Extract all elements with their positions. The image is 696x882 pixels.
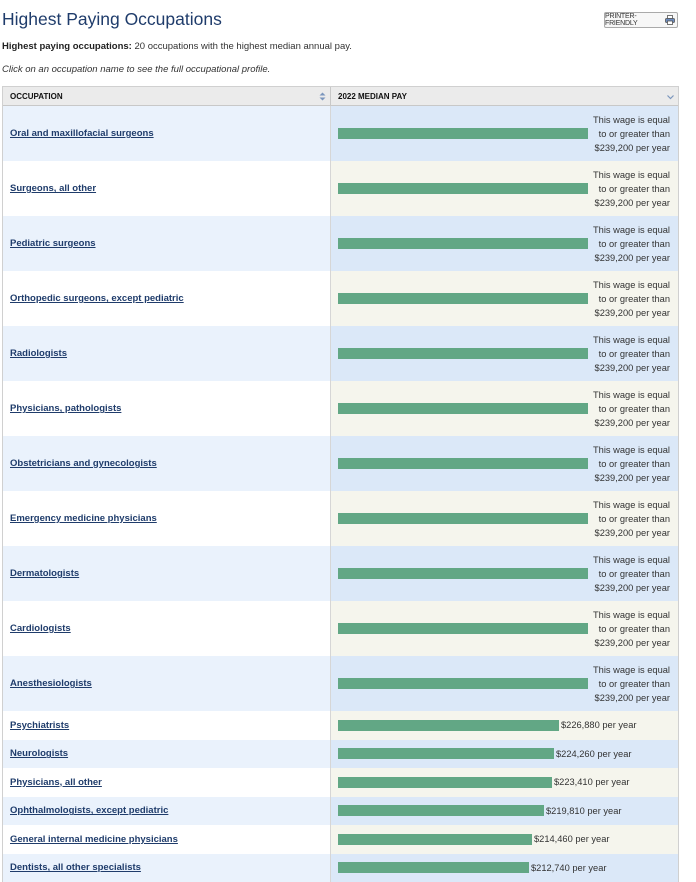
occupation-cell: [3, 491, 331, 546]
wage-bar: [338, 238, 588, 249]
table-body: [3, 106, 678, 882]
wage-bar: [338, 403, 588, 414]
instruction-text: Click on an occupation name to see the full occupational profile.: [2, 64, 270, 75]
median-pay-cell: [331, 381, 678, 436]
wage-value: $212,740 per year: [531, 863, 606, 873]
table-row: [3, 381, 678, 436]
occupation-link[interactable]: Physicians, all other: [10, 777, 102, 788]
wage-note-line: $239,200 per year: [590, 526, 670, 540]
table-row: [3, 491, 678, 546]
occupation-link[interactable]: Ophthalmologists, except pediatric: [10, 805, 168, 816]
occupation-link[interactable]: Neurologists: [10, 748, 68, 759]
table-row: [3, 711, 678, 740]
median-pay-cell: [331, 271, 678, 326]
occupation-link[interactable]: Dermatologists: [10, 568, 79, 579]
occupation-cell: [3, 216, 331, 271]
wage-bar: [338, 458, 588, 469]
wage-note: [590, 388, 670, 430]
wage-note: [590, 663, 670, 705]
wage-note-line: to or greater than: [590, 182, 670, 196]
wage-note-line: to or greater than: [590, 127, 670, 141]
occupation-cell: [3, 656, 331, 711]
wage-note-line: $239,200 per year: [590, 251, 670, 265]
median-pay-cell: [331, 740, 678, 769]
occupation-link[interactable]: Radiologists: [10, 348, 67, 359]
wage-bar: [338, 720, 559, 731]
wage-note-line: to or greater than: [590, 677, 670, 691]
table-row: [3, 161, 678, 216]
wage-note-line: $239,200 per year: [590, 471, 670, 485]
occupation-link[interactable]: Orthopedic surgeons, except pediatric: [10, 293, 184, 304]
occupation-link[interactable]: Dentists, all other specialists: [10, 862, 141, 873]
wage-note-line: $239,200 per year: [590, 306, 670, 320]
wage-bar: [338, 183, 588, 194]
wage-note-line: to or greater than: [590, 237, 670, 251]
column-header-median-pay[interactable]: [331, 87, 678, 105]
wage-bar: [338, 678, 588, 689]
wage-note-line: This wage is equal: [590, 223, 670, 237]
table-row: [3, 326, 678, 381]
table-row: [3, 740, 678, 769]
wage-note-line: to or greater than: [590, 622, 670, 636]
wage-note-line: This wage is equal: [590, 388, 670, 402]
wage-note-line: $239,200 per year: [590, 361, 670, 375]
table-row: [3, 825, 678, 854]
wage-note: [590, 608, 670, 650]
occupation-link[interactable]: Anesthesiologists: [10, 678, 92, 689]
wage-note-line: This wage is equal: [590, 333, 670, 347]
occupation-link[interactable]: Obstetricians and gynecologists: [10, 458, 157, 469]
table-row: [3, 106, 678, 161]
occupation-link[interactable]: Physicians, pathologists: [10, 403, 121, 414]
median-pay-cell: [331, 326, 678, 381]
wage-note-line: $239,200 per year: [590, 196, 670, 210]
median-pay-cell: [331, 436, 678, 491]
wage-note-line: This wage is equal: [590, 168, 670, 182]
occupation-link[interactable]: Surgeons, all other: [10, 183, 96, 194]
occupation-cell: [3, 711, 331, 740]
median-pay-cell: [331, 491, 678, 546]
wage-note-line: to or greater than: [590, 512, 670, 526]
occupation-cell: [3, 601, 331, 656]
median-pay-cell: [331, 825, 678, 854]
wage-bar: [338, 834, 532, 845]
table-row: [3, 216, 678, 271]
column-header-occupation[interactable]: [3, 87, 331, 105]
wage-note-line: to or greater than: [590, 457, 670, 471]
median-pay-cell: [331, 711, 678, 740]
wage-value: $224,260 per year: [556, 749, 631, 759]
wage-value: $226,880 per year: [561, 720, 636, 730]
occupation-cell: [3, 546, 331, 601]
occupation-cell: [3, 740, 331, 769]
wage-note: [590, 443, 670, 485]
occupation-link[interactable]: Emergency medicine physicians: [10, 513, 157, 524]
wage-note: [590, 278, 670, 320]
wage-note-line: This wage is equal: [590, 608, 670, 622]
wage-note: [590, 333, 670, 375]
wage-note-line: $239,200 per year: [590, 141, 670, 155]
wage-note-line: This wage is equal: [590, 663, 670, 677]
occupation-link[interactable]: Oral and maxillofacial surgeons: [10, 128, 154, 139]
table-row: [3, 436, 678, 491]
wage-note-line: $239,200 per year: [590, 691, 670, 705]
median-pay-cell: [331, 106, 678, 161]
printer-friendly-button[interactable]: [604, 12, 678, 28]
wage-note-line: This wage is equal: [590, 498, 670, 512]
occupation-cell: [3, 768, 331, 797]
table-row: [3, 854, 678, 882]
intro-label: Highest paying occupations:: [2, 41, 132, 52]
table-row: [3, 601, 678, 656]
table-row: [3, 656, 678, 711]
column-label-median-pay: 2022 MEDIAN PAY: [338, 92, 407, 101]
wage-note: [590, 168, 670, 210]
occupation-link[interactable]: Psychiatrists: [10, 720, 69, 731]
wage-note-line: $239,200 per year: [590, 581, 670, 595]
wage-note-line: This wage is equal: [590, 278, 670, 292]
occupation-cell: [3, 161, 331, 216]
median-pay-cell: [331, 601, 678, 656]
wage-note-line: This wage is equal: [590, 443, 670, 457]
table-row: [3, 768, 678, 797]
median-pay-cell: [331, 161, 678, 216]
printer-icon: [665, 15, 675, 25]
wage-note: [590, 113, 670, 155]
wage-note-line: to or greater than: [590, 347, 670, 361]
occupation-cell: [3, 106, 331, 161]
wage-value: $223,410 per year: [554, 777, 629, 787]
median-pay-cell: [331, 656, 678, 711]
intro-description: 20 occupations with the highest median annual pay.: [132, 41, 352, 52]
median-pay-cell: [331, 854, 678, 882]
occupation-link[interactable]: Cardiologists: [10, 623, 71, 634]
median-pay-cell: [331, 768, 678, 797]
occupations-table: [2, 86, 679, 882]
wage-note: [590, 498, 670, 540]
printer-friendly-label: PRINTER-FRIENDLY: [605, 13, 663, 27]
wage-note-line: to or greater than: [590, 402, 670, 416]
occupation-link[interactable]: Pediatric surgeons: [10, 238, 96, 249]
wage-bar: [338, 748, 554, 759]
wage-bar: [338, 513, 588, 524]
occupation-link[interactable]: General internal medicine physicians: [10, 834, 178, 845]
median-pay-cell: [331, 216, 678, 271]
wage-value: $214,460 per year: [534, 834, 609, 844]
wage-bar: [338, 805, 544, 816]
page-title: Highest Paying Occupations: [2, 9, 222, 30]
table-row: [3, 797, 678, 826]
wage-note-line: $239,200 per year: [590, 636, 670, 650]
occupation-cell: [3, 825, 331, 854]
wage-value: $219,810 per year: [546, 806, 621, 816]
occupation-cell: [3, 436, 331, 491]
wage-note-line: $239,200 per year: [590, 416, 670, 430]
column-label-occupation: OCCUPATION: [10, 92, 63, 101]
wage-note-line: to or greater than: [590, 567, 670, 581]
wage-note-line: to or greater than: [590, 292, 670, 306]
wage-bar: [338, 862, 529, 873]
median-pay-cell: [331, 546, 678, 601]
wage-note-line: This wage is equal: [590, 553, 670, 567]
sort-descending-icon[interactable]: [667, 92, 674, 101]
occupation-cell: [3, 854, 331, 882]
wage-bar: [338, 777, 552, 788]
median-pay-cell: [331, 797, 678, 826]
table-row: [3, 546, 678, 601]
occupation-cell: [3, 797, 331, 826]
wage-note-line: This wage is equal: [590, 113, 670, 127]
wage-bar: [338, 623, 588, 634]
wage-bar: [338, 348, 588, 359]
wage-note: [590, 223, 670, 265]
occupation-cell: [3, 271, 331, 326]
wage-note: [590, 553, 670, 595]
occupation-cell: [3, 326, 331, 381]
wage-bar: [338, 128, 588, 139]
intro-text: [2, 41, 352, 52]
wage-bar: [338, 568, 588, 579]
table-row: [3, 271, 678, 326]
table-header: [3, 87, 678, 106]
occupation-cell: [3, 381, 331, 436]
sort-both-icon[interactable]: [319, 92, 326, 101]
wage-bar: [338, 293, 588, 304]
